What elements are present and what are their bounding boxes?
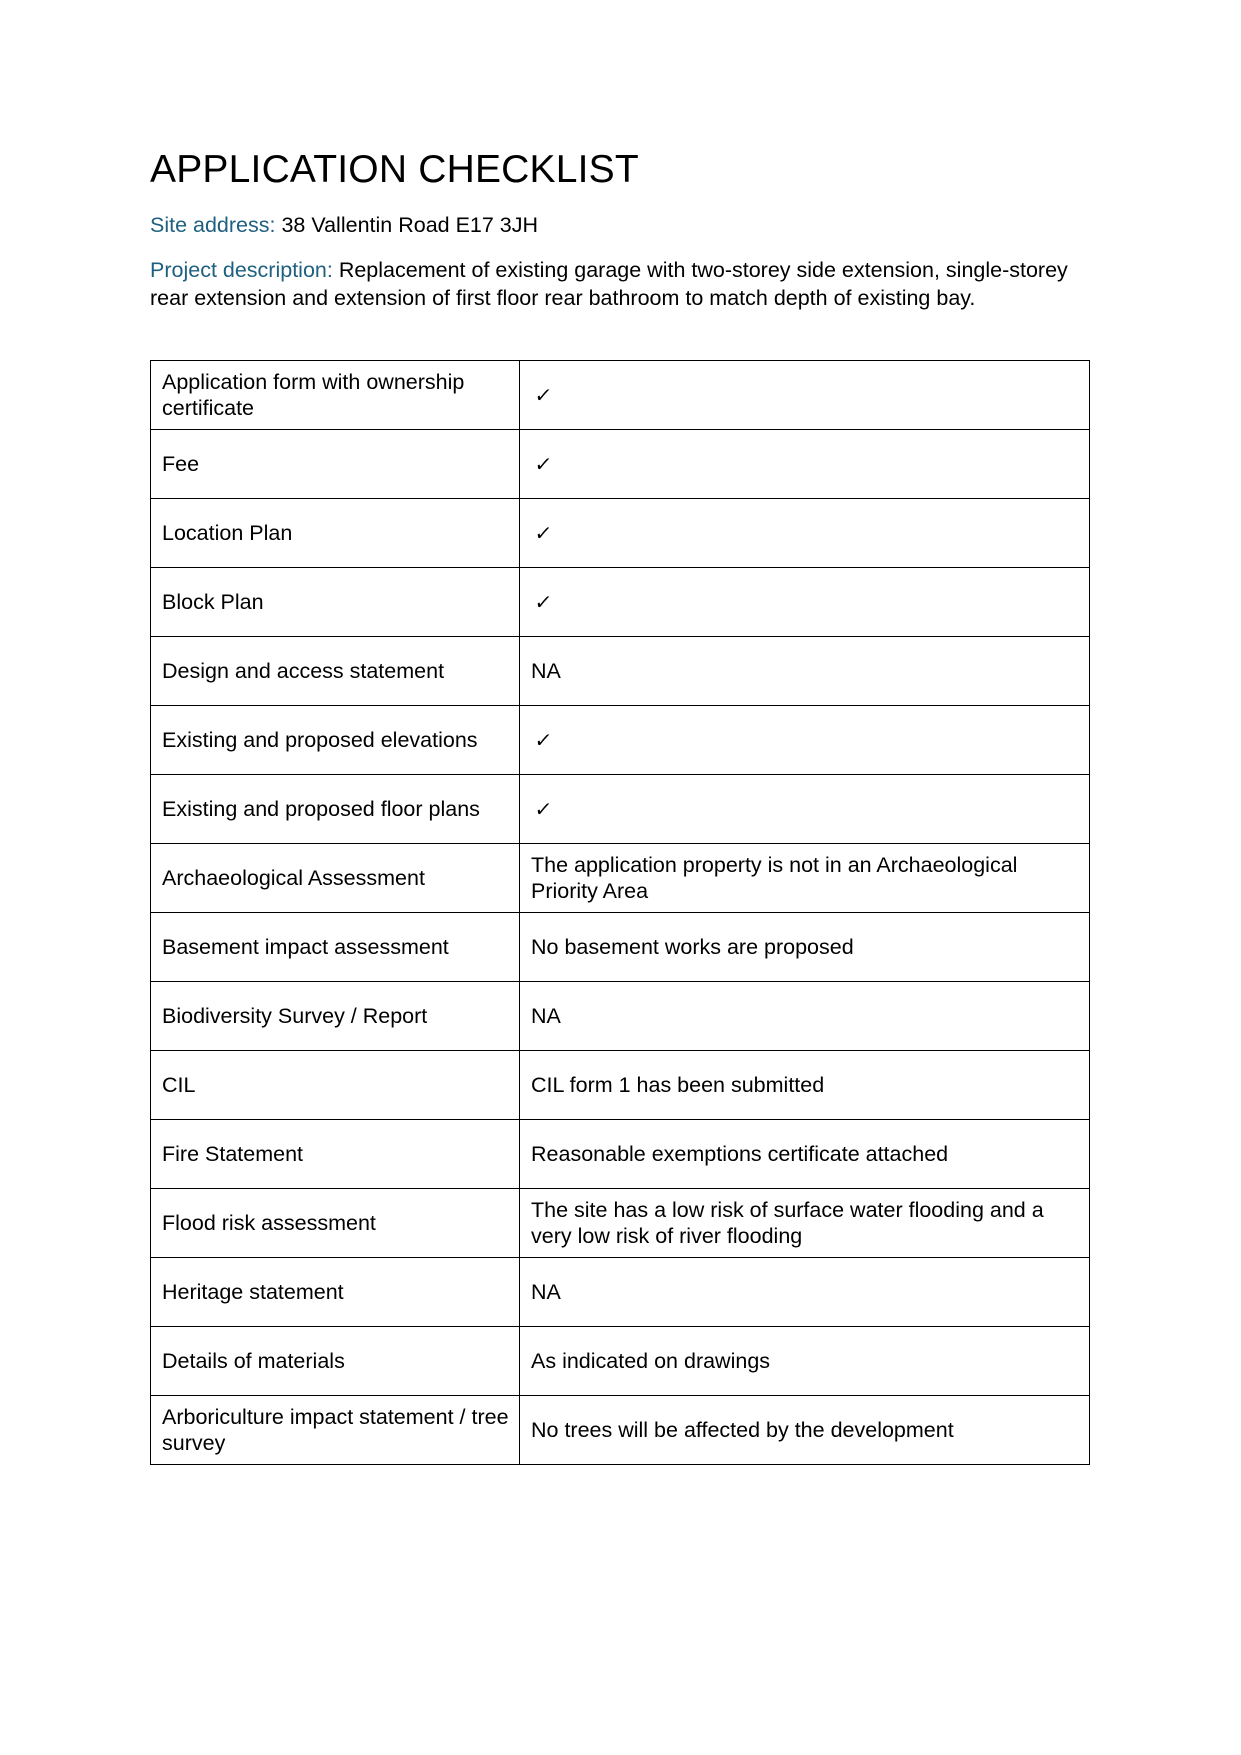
check-icon: ✓ xyxy=(533,452,554,476)
checklist-item: Flood risk assessment xyxy=(151,1189,520,1258)
page-title: APPLICATION CHECKLIST xyxy=(150,148,639,191)
project-description-value: Replacement of existing garage with two-storey side extension, single-storey rear extension and extension of first floor rear bathroom to match depth of existing bay. xyxy=(150,258,1068,310)
table-row xyxy=(151,1051,1090,1120)
checklist-status: The site has a low risk of surface water flooding and a very low risk of river flooding xyxy=(520,1189,1090,1258)
table-row xyxy=(151,361,1090,430)
checklist-item: Block Plan xyxy=(151,568,520,637)
checklist-status: The application property is not in an Archaeological Priority Area xyxy=(520,844,1090,913)
checklist-item: Archaeological Assessment xyxy=(151,844,520,913)
checklist-item: Basement impact assessment xyxy=(151,913,520,982)
checklist-item: CIL xyxy=(151,1051,520,1120)
checklist-status: NA xyxy=(520,637,1090,706)
table-row xyxy=(151,1327,1090,1396)
checklist-status xyxy=(520,499,1090,568)
checklist-status: No trees will be affected by the development xyxy=(520,1396,1090,1465)
site-address-label: Site address: xyxy=(150,213,276,237)
checklist-item: Design and access statement xyxy=(151,637,520,706)
table-row xyxy=(151,430,1090,499)
table-row xyxy=(151,982,1090,1051)
checklist-item: Arboriculture impact statement / tree survey xyxy=(151,1396,520,1465)
check-icon: ✓ xyxy=(533,797,554,821)
checklist-item: Existing and proposed elevations xyxy=(151,706,520,775)
table-row xyxy=(151,1258,1090,1327)
checklist-status: NA xyxy=(520,982,1090,1051)
table-row xyxy=(151,568,1090,637)
checklist-status: As indicated on drawings xyxy=(520,1327,1090,1396)
check-icon: ✓ xyxy=(533,521,554,545)
checklist-item: Details of materials xyxy=(151,1327,520,1396)
table-row xyxy=(151,775,1090,844)
table-row xyxy=(151,706,1090,775)
check-icon: ✓ xyxy=(533,590,554,614)
table-row xyxy=(151,1120,1090,1189)
checklist-item: Application form with ownership certificate xyxy=(151,361,520,430)
checklist-item: Biodiversity Survey / Report xyxy=(151,982,520,1051)
checklist-item: Existing and proposed floor plans xyxy=(151,775,520,844)
checklist-status: NA xyxy=(520,1258,1090,1327)
checklist-status xyxy=(520,361,1090,430)
table-row xyxy=(151,844,1090,913)
check-icon: ✓ xyxy=(533,383,554,407)
project-description-label: Project description: xyxy=(150,258,333,282)
check-icon: ✓ xyxy=(533,728,554,752)
checklist-item: Fee xyxy=(151,430,520,499)
table-row xyxy=(151,1189,1090,1258)
table-row xyxy=(151,913,1090,982)
site-address-value: 38 Vallentin Road E17 3JH xyxy=(281,213,539,237)
checklist-item: Location Plan xyxy=(151,499,520,568)
table-row xyxy=(151,499,1090,568)
checklist-status xyxy=(520,430,1090,499)
table-row xyxy=(151,637,1090,706)
checklist-status: CIL form 1 has been submitted xyxy=(520,1051,1090,1120)
project-description xyxy=(150,256,1080,312)
checklist-status xyxy=(520,706,1090,775)
table-row xyxy=(151,1396,1090,1465)
checklist-status xyxy=(520,568,1090,637)
checklist-item: Heritage statement xyxy=(151,1258,520,1327)
checklist-status: Reasonable exemptions certificate attached xyxy=(520,1120,1090,1189)
checklist-status: No basement works are proposed xyxy=(520,913,1090,982)
application-checklist-table xyxy=(150,360,1090,1465)
checklist-status xyxy=(520,775,1090,844)
checklist-item: Fire Statement xyxy=(151,1120,520,1189)
site-address xyxy=(150,211,1090,239)
